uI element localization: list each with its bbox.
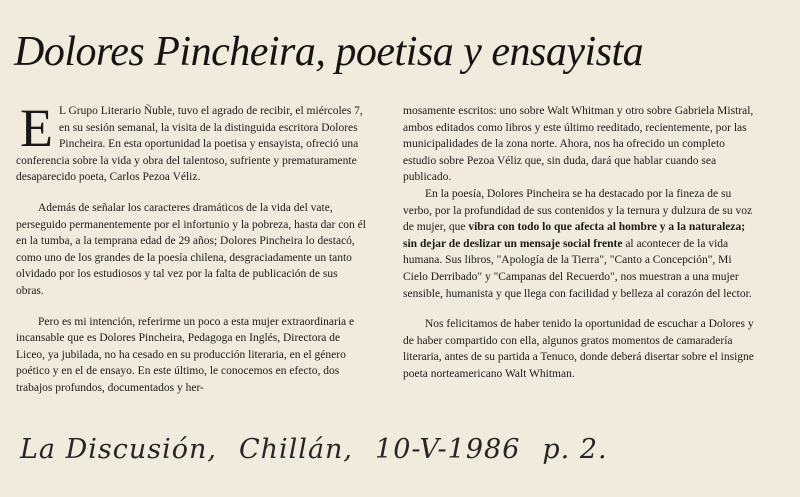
article-paragraph: [403, 186, 755, 302]
article-paragraph: Pero es mi intención, referirme un poco a esta mujer extraordinaria e incansable que es Dolores Pincheira, Pedagoga en Inglés, Directora de Liceo, ya jubilada, no ha cesado en su producción literaria, en el género poético y en el de ensayo. En este último, le conocemos en efecto, dos trabajos profundos, documentados y her-: [16, 315, 355, 394]
article-paragraph: Además de señalar los caracteres dramáticos de la vida del vate, perseguido permanentemente por el infortunio y la pobreza, hasta dar con él en la tumba, a la temprana edad de 29 años; Dolores Pincheira lo destacó, como uno de los grandes de la poesía chilena, desgraciadamente un tanto olvidado por los estudiosos y tal vez por la falta de publicación de sus obras.: [16, 201, 366, 297]
article-paragraph: mosamente escritos: uno sobre Walt Whitman y otro sobre Gabriela Mistral, ambos editados como libros y este último reeditado, recientemente, por las municipalidades de la zona norte. Ahora, nos ha ofrecido un completo estudio sobre Pezoa Véliz que, sin duda, dará que hablar cuando sea publicado.: [403, 105, 754, 184]
handwritten-date: 10-V-1986: [375, 434, 521, 465]
article-paragraph: Nos felicitamos de haber tenido la oportunidad de escuchar a Dolores y de haber compartido con ella, algunos gratos momentos de camaradería literaria, antes de su partida a Tenuco, donde deberá disertar sobre el insigne poeta norteamericano Walt Whitman.: [403, 318, 754, 380]
handwritten-source: La Discusión,: [20, 434, 217, 465]
right-column: [403, 103, 755, 383]
bold-phrase: vibra con todo lo que afecta al hombre y a la naturaleza; sin dejar de deslizar un mensaje social frente: [403, 221, 746, 250]
article-headline: Dolores Pincheira, poetisa y ensayista: [14, 29, 644, 75]
article-paragraph: [16, 98, 368, 186]
drop-cap: E: [20, 98, 53, 158]
paragraph-text: al acontecer de la vida humana. Sus libros, "Apología de la Tierra", "Canto a Concepción", Mi Cielo Derribado" y "Campanas del Recuerdo", nos muestran a una mujer sensible, humanista y que llega con facilidad y belleza al corazón del lector.: [403, 237, 752, 300]
left-column: [16, 98, 368, 397]
handwritten-annotation: [20, 434, 780, 465]
paragraph-text: L Grupo Literario Ñuble, tuvo el agrado de recibir, el miércoles 7, en su sesión semanal, la visita de la distinguida escritora Dolores Pincheira. En esta oportunidad la poetisa y ensayista, ofreció una conferencia sobre la vida y obra del talentoso, sufriente y prematuramente desaparecido poeta, Carlos Pezoa Véliz.: [16, 105, 363, 184]
handwritten-page: p. 2.: [542, 434, 608, 465]
handwritten-city: Chillán,: [238, 434, 354, 465]
paragraph-text: En la poesía, Dolores Pincheira se ha destacado por la fineza de su verbo, por la profundidad de sus contenidos y la ternura y dulzura de su voz de mujer, que: [403, 187, 753, 234]
